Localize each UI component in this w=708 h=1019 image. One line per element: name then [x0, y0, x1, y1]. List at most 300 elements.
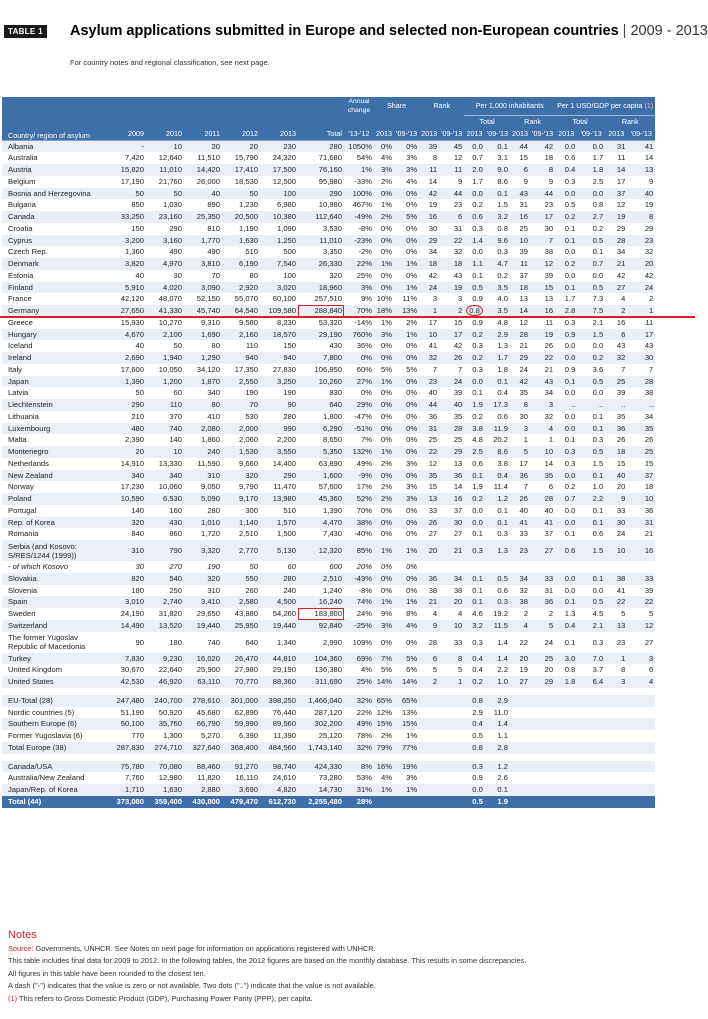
cell-value: 1.9	[464, 399, 485, 411]
table-row	[2, 446, 655, 458]
cell-value	[419, 772, 439, 784]
cell-value: 109,580	[260, 305, 298, 317]
cell-value: 0.6	[555, 152, 577, 164]
cell-value	[555, 796, 577, 808]
cell-value: 11	[419, 164, 439, 176]
cell-value: 13%	[394, 305, 419, 317]
cell-value: 1.9	[464, 481, 485, 493]
cell-value: 1.8	[577, 164, 605, 176]
cell-value: 0.2	[464, 199, 485, 211]
cell-value: 9,170	[222, 493, 260, 505]
cell-value: 540	[146, 573, 184, 585]
row-label: Serbia (and Kosovo: S/RES/1244 (1999))	[2, 540, 108, 561]
cell-value: 91,270	[222, 761, 260, 773]
cell-value: 7,420	[108, 152, 146, 164]
cell-value: 0.1	[464, 387, 485, 399]
cell-value: 0.9	[464, 293, 485, 305]
row-label: Germany	[2, 305, 108, 317]
cell-value: 398,250	[260, 695, 298, 707]
cell-value: 76,160	[298, 164, 344, 176]
cell-value: 50	[108, 387, 146, 399]
cell-value: 50	[222, 188, 260, 200]
cell-value: 13,330	[146, 458, 184, 470]
cell-value: 30	[146, 270, 184, 282]
cell-value: 8	[627, 211, 655, 223]
cell-value: 29,190	[298, 329, 344, 341]
cell-value: 990	[260, 423, 298, 435]
cell-value: 18	[627, 481, 655, 493]
sub-2013: 2013	[464, 128, 485, 141]
cell-value: 12,320	[298, 540, 344, 561]
cell-value: 0.2	[485, 270, 510, 282]
cell-value: 16	[510, 211, 530, 223]
cell-value: 39	[419, 140, 439, 152]
cell-value: 2	[419, 676, 439, 688]
cell-value: 290	[108, 399, 146, 411]
cell-value: 0.9	[464, 317, 485, 329]
cell-value: 100%	[344, 188, 374, 200]
cell-value: 0.3	[464, 540, 485, 561]
cell-value: 49%	[344, 458, 374, 470]
cell-value: 0.6	[485, 411, 510, 423]
cell-value: 311,690	[298, 676, 344, 688]
cell-value: 37	[627, 470, 655, 482]
cell-value: 0.0	[464, 246, 485, 258]
cell-value: 1.4	[464, 235, 485, 247]
cell-value: 5%	[374, 364, 394, 376]
cell-value	[530, 796, 555, 808]
cell-value: 41,330	[146, 305, 184, 317]
cell-value	[627, 761, 655, 773]
cell-value: 0.1	[555, 376, 577, 388]
cell-value: 9	[605, 493, 627, 505]
cell-value: 35	[605, 411, 627, 423]
cell-value: 40	[419, 387, 439, 399]
cell-value: 0.9	[464, 772, 485, 784]
cell-value: 136,380	[298, 664, 344, 676]
cell-value: 1	[530, 434, 555, 446]
cell-value	[419, 695, 439, 707]
cell-value: 37	[530, 528, 555, 540]
cell-value: 0.5	[577, 235, 605, 247]
cell-value: 19,440	[184, 620, 222, 632]
cell-value: 37	[439, 505, 464, 517]
cell-value: 3%	[374, 164, 394, 176]
cell-value: 1.8	[485, 364, 510, 376]
cell-value: 1%	[374, 784, 394, 796]
cell-value: 15	[510, 152, 530, 164]
cell-value: 1%	[394, 329, 419, 341]
cell-value: 8,230	[260, 317, 298, 329]
cell-value: 0.2	[464, 411, 485, 423]
cell-value: 53,320	[298, 317, 344, 329]
cell-value: 0%	[374, 585, 394, 597]
cell-value: 45,740	[184, 305, 222, 317]
row-label: Liechtenstein	[2, 399, 108, 411]
cell-value: 0%	[394, 528, 419, 540]
cell-value: 34	[530, 387, 555, 399]
cell-value: 4	[530, 423, 555, 435]
cell-value: 0.1	[485, 140, 510, 152]
cell-value: 0%	[374, 470, 394, 482]
cell-value: 180	[108, 585, 146, 597]
cell-value	[605, 784, 627, 796]
row-label: Italy	[2, 364, 108, 376]
cell-value: 19.2	[485, 608, 510, 620]
cell-value: 0.5	[577, 282, 605, 294]
table-row	[2, 293, 655, 305]
cell-value: 13	[605, 620, 627, 632]
cell-value	[419, 561, 439, 573]
cell-value: 110	[146, 399, 184, 411]
cell-value: 2,880	[184, 784, 222, 796]
cell-value: 1%	[374, 540, 394, 561]
cell-value: 28	[605, 235, 627, 247]
table-row	[2, 246, 655, 258]
cell-value: 320	[184, 573, 222, 585]
cell-value: 11,010	[298, 235, 344, 247]
notes-line-3: A dash ("-") indicates that the value is zero or not available. Two dots ("..") indicate that the value is not available.	[8, 981, 376, 990]
cell-value: 1%	[374, 258, 394, 270]
cell-value: 0.3	[464, 223, 485, 235]
cell-value: 14,420	[184, 164, 222, 176]
cell-value: 3	[605, 676, 627, 688]
cell-value: 23	[605, 632, 627, 653]
cell-value: 3,010	[108, 596, 146, 608]
cell-value: 19	[627, 199, 655, 211]
cell-value: 0.1	[577, 423, 605, 435]
col-rank-header: Rank	[419, 97, 464, 115]
cell-value: 340	[184, 387, 222, 399]
cell-value: 0%	[394, 376, 419, 388]
cell-value: 15	[605, 458, 627, 470]
cell-value	[439, 718, 464, 730]
cell-value: 3.5	[485, 305, 510, 317]
cell-value: 36	[605, 423, 627, 435]
row-label: Portugal	[2, 505, 108, 517]
cell-value: 70%	[344, 305, 374, 317]
cell-value: 4	[510, 620, 530, 632]
table-row	[2, 676, 655, 688]
cell-value: 90	[260, 399, 298, 411]
cell-value: 1,743,140	[298, 742, 344, 754]
cell-value: 69%	[344, 653, 374, 665]
cell-value: 22	[605, 596, 627, 608]
cell-value: 0%	[394, 446, 419, 458]
cell-value: 19	[510, 664, 530, 676]
cell-value: 0.0	[555, 517, 577, 529]
per1usd-total-header: Total	[555, 115, 605, 128]
cell-value: 15	[419, 481, 439, 493]
cell-value: 0.0	[555, 423, 577, 435]
cell-value: 100	[260, 270, 298, 282]
cell-value: 7	[510, 481, 530, 493]
cell-value: 240	[260, 585, 298, 597]
cell-value: 4%	[374, 152, 394, 164]
cell-value: 4%	[374, 772, 394, 784]
cell-value: 1%	[344, 164, 374, 176]
cell-value: 0%	[374, 517, 394, 529]
cell-value: 2,740	[146, 596, 184, 608]
table-row	[2, 585, 655, 597]
table-row	[2, 653, 655, 665]
cell-value: 11	[530, 317, 555, 329]
cell-value: 50,100	[108, 718, 146, 730]
col-total-header: Total	[298, 97, 344, 140]
cell-value: 18,570	[260, 329, 298, 341]
cell-value: 22%	[344, 258, 374, 270]
cell-value: 57,600	[298, 481, 344, 493]
cell-value: 2,770	[222, 540, 260, 561]
cell-value: 2.1	[577, 620, 605, 632]
cell-value	[439, 695, 464, 707]
cell-value: 15%	[394, 718, 419, 730]
cell-value: 30,670	[108, 664, 146, 676]
cell-value: 320	[108, 517, 146, 529]
cell-value: 15	[439, 317, 464, 329]
table-row	[2, 164, 655, 176]
cell-value: 2.2	[485, 664, 510, 676]
cell-value: 1.7	[485, 352, 510, 364]
cell-value: 790	[146, 540, 184, 561]
cell-value: 1,240	[298, 585, 344, 597]
row-label: Netherlands	[2, 458, 108, 470]
cell-value: 40	[439, 399, 464, 411]
cell-value: 2,580	[222, 596, 260, 608]
cell-value	[530, 695, 555, 707]
cell-value: 31	[627, 517, 655, 529]
row-label: Japan	[2, 376, 108, 388]
table-row	[2, 608, 655, 620]
cell-value	[374, 796, 394, 808]
notes-heading: Notes	[8, 929, 37, 941]
cell-value: 0%	[394, 387, 419, 399]
cell-value: 4,500	[260, 596, 298, 608]
row-label: Canada/USA	[2, 761, 108, 773]
cell-value: 2,060	[222, 434, 260, 446]
cell-value: 3%	[394, 152, 419, 164]
table-row	[2, 329, 655, 341]
cell-value: 3%	[394, 493, 419, 505]
cell-value: 6	[627, 664, 655, 676]
header-spacer	[419, 115, 439, 128]
cell-value: 21,760	[146, 176, 184, 188]
cell-value: 60,100	[260, 293, 298, 305]
cell-value: 3%	[344, 282, 374, 294]
cell-value: 5%	[394, 364, 419, 376]
cell-value: 27	[510, 676, 530, 688]
cell-value: 25	[627, 446, 655, 458]
cell-value: 19,440	[260, 620, 298, 632]
cell-value: 0.0	[555, 505, 577, 517]
table-row	[2, 211, 655, 223]
region-row	[2, 730, 655, 742]
cell-value: 1,940	[146, 352, 184, 364]
cell-value: 10	[530, 446, 555, 458]
row-label: Romania	[2, 528, 108, 540]
cell-value: 35	[627, 423, 655, 435]
cell-value: 14,730	[298, 784, 344, 796]
cell-value: 467%	[344, 199, 374, 211]
cell-value: 6,530	[146, 493, 184, 505]
cell-value: 0.4	[555, 164, 577, 176]
table-row	[2, 434, 655, 446]
cell-value: 1,600	[298, 470, 344, 482]
cell-value: 0.1	[555, 223, 577, 235]
cell-value: 1	[605, 653, 627, 665]
cell-value: 0.0	[464, 505, 485, 517]
cell-value	[419, 784, 439, 796]
cell-value: 0.1	[464, 585, 485, 597]
cell-value: 1,200	[146, 376, 184, 388]
cell-value: 140	[108, 505, 146, 517]
cell-value	[555, 695, 577, 707]
cell-value: 19%	[394, 761, 419, 773]
cell-value: 33	[530, 573, 555, 585]
cell-value: 8	[605, 664, 627, 676]
cell-value: 11,390	[260, 730, 298, 742]
cell-value: 1%	[374, 446, 394, 458]
cell-value: 0%	[394, 423, 419, 435]
cell-value: -49%	[344, 211, 374, 223]
cell-value	[530, 561, 555, 573]
cell-value: 0%	[394, 235, 419, 247]
cell-value	[627, 742, 655, 754]
cell-value: 17	[439, 329, 464, 341]
cell-value: 34	[627, 411, 655, 423]
cell-value: 36	[419, 573, 439, 585]
row-label: Total (44)	[2, 796, 108, 808]
cell-value: 0.1	[577, 505, 605, 517]
cell-value: 11%	[394, 293, 419, 305]
cell-value: 30	[108, 561, 146, 573]
cell-value: 0.2	[555, 258, 577, 270]
cell-value: 3	[510, 423, 530, 435]
cell-value: 6%	[394, 664, 419, 676]
cell-value: 42,530	[108, 676, 146, 688]
cell-value: 0.3	[555, 317, 577, 329]
table-row	[2, 493, 655, 505]
row-label: Slovenia	[2, 585, 108, 597]
cell-value: 1.0	[577, 481, 605, 493]
cell-value: 33,250	[108, 211, 146, 223]
per1000-rank-header: Rank	[510, 115, 555, 128]
cell-value: 43	[627, 340, 655, 352]
cell-value: 30	[530, 223, 555, 235]
cell-value: 85%	[344, 540, 374, 561]
cell-value: 1.0	[485, 676, 510, 688]
cell-value: 288,840	[298, 305, 344, 317]
cell-value: 2.7	[577, 211, 605, 223]
cell-value: 2%	[374, 176, 394, 188]
cell-value: 0%	[394, 340, 419, 352]
table-row	[2, 188, 655, 200]
cell-value: 290	[146, 223, 184, 235]
cell-value: 0.6	[555, 540, 577, 561]
cell-value: 70,770	[222, 676, 260, 688]
cell-value: 1,030	[146, 199, 184, 211]
cell-value: 0%	[394, 223, 419, 235]
cell-value: 1.7	[577, 152, 605, 164]
cell-value: 70,080	[146, 761, 184, 773]
cell-value: 23	[530, 199, 555, 211]
cell-value: 510	[260, 505, 298, 517]
table-row	[2, 540, 655, 561]
cell-value: 2	[627, 293, 655, 305]
cell-value: 18	[439, 258, 464, 270]
cell-value: 0.0	[577, 270, 605, 282]
cell-value: 2	[510, 608, 530, 620]
cell-value: 3	[530, 399, 555, 411]
row-label: Rep. of Korea	[2, 517, 108, 529]
cell-value: 2.0	[464, 164, 485, 176]
cell-value: 34,120	[184, 364, 222, 376]
header-row-1	[2, 97, 655, 115]
cell-value: 3	[439, 293, 464, 305]
row-label: Japan/Rep. of Korea	[2, 784, 108, 796]
row-label: Lithuania	[2, 411, 108, 423]
cell-value: 79%	[374, 742, 394, 754]
cell-value: 250	[146, 585, 184, 597]
region-row	[2, 707, 655, 719]
cell-value: 210	[108, 411, 146, 423]
cell-value: 410	[184, 411, 222, 423]
cell-value: 280	[260, 411, 298, 423]
cell-value: 0.0	[464, 784, 485, 796]
cell-value: 0.1	[577, 573, 605, 585]
cell-value: 1.4	[485, 718, 510, 730]
cell-value: 45	[439, 140, 464, 152]
cell-value: 890	[184, 199, 222, 211]
cell-value: 0.1	[464, 528, 485, 540]
cell-value: 28	[439, 423, 464, 435]
cell-value: 36	[419, 411, 439, 423]
cell-value: 6,980	[260, 199, 298, 211]
cell-value: 30	[605, 517, 627, 529]
cell-value: 31	[510, 199, 530, 211]
cell-value: 5,270	[184, 730, 222, 742]
cell-value: 20	[419, 540, 439, 561]
cell-value: 300	[222, 505, 260, 517]
cell-value: 1	[439, 676, 464, 688]
col-annual-change-header: Annual change	[344, 97, 374, 115]
cell-value: 27	[627, 632, 655, 653]
cell-value: 0.0	[464, 376, 485, 388]
cell-value	[510, 761, 530, 773]
cell-value: 0.1	[555, 282, 577, 294]
cell-value: 8	[419, 152, 439, 164]
cell-value: 1,720	[184, 528, 222, 540]
row-label: Total Europe (38)	[2, 742, 108, 754]
cell-value: 0%	[344, 352, 374, 364]
cell-value: 98,740	[260, 761, 298, 773]
row-label: Denmark	[2, 258, 108, 270]
cell-value: 640	[222, 632, 260, 653]
cell-value: 40	[510, 505, 530, 517]
cell-value	[577, 761, 605, 773]
cell-value: 20	[510, 653, 530, 665]
source-text: Governments, UNHCR. See Notes on next page for information on applications registered with UNHCR.	[35, 943, 376, 953]
cell-value: 3.2	[485, 211, 510, 223]
cell-value: 12,640	[146, 152, 184, 164]
cell-value: -33%	[344, 176, 374, 188]
cell-value: 3,690	[222, 784, 260, 796]
cell-value: 32	[439, 246, 464, 258]
cell-value: 327,640	[184, 742, 222, 754]
cell-value: 0.7	[577, 258, 605, 270]
cell-value: -49%	[344, 573, 374, 585]
cell-value: 75,780	[108, 761, 146, 773]
